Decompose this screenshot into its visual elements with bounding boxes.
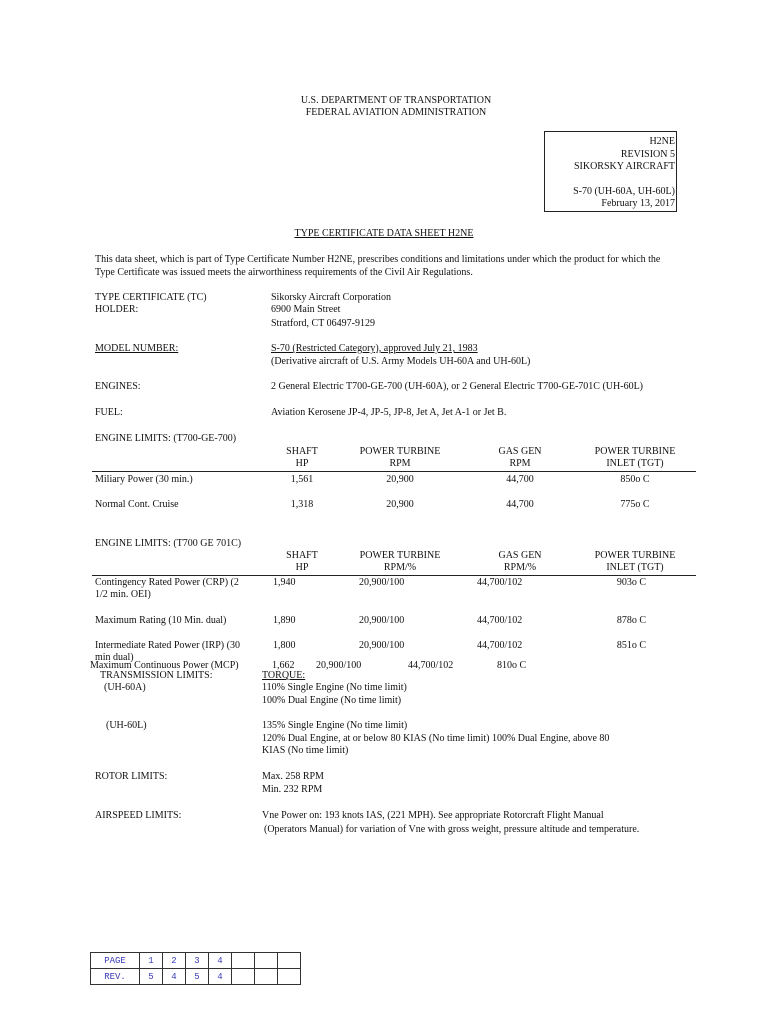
page-cell <box>232 953 255 969</box>
col-header: RPM <box>389 458 411 469</box>
engine-limits-701c-label: ENGINE LIMITS: (T700 GE 701C) <box>95 538 242 549</box>
rotor-max: Max. 258 RPM <box>262 771 324 782</box>
rotor-label: ROTOR LIMITS: <box>95 771 168 782</box>
table-cell: 20,900/100 <box>359 577 405 588</box>
col-header: SHAFT <box>286 446 318 457</box>
page-label: PAGE <box>91 953 140 969</box>
rotor-min: Min. 232 RPM <box>262 784 323 795</box>
col-header: POWER TURBINE <box>594 550 676 561</box>
table-cell: 851o C <box>616 640 646 651</box>
id-revision: REVISION 5 <box>620 148 675 160</box>
model-label: MODEL NUMBER: <box>95 343 179 354</box>
id-date: February 13, 2017 <box>601 198 675 209</box>
page-cell <box>255 953 278 969</box>
table-cell: 1,890 <box>273 615 296 626</box>
col-header: POWER TURBINE <box>359 550 441 561</box>
table-cell: 20,900 <box>386 474 414 485</box>
table-cell: 903o C <box>616 577 646 588</box>
uh60l-line-2: 120% Dual Engine, at or below 80 KIAS (No time limit) 100% Dual Engine, above 80 <box>262 733 610 744</box>
rev-cell <box>232 969 255 985</box>
uh60a-line-1: 110% Single Engine (No time limit) <box>262 682 407 693</box>
table-cell: 44,700/102 <box>477 577 523 588</box>
tc-holder-name: Sikorsky Aircraft Corporation <box>271 292 391 303</box>
table-cell: 20,900/100 <box>359 640 405 651</box>
intro-paragraph: This data sheet, which is part of Type Certificate Number H2NE, prescribes conditions and limitations under which the product for which the Type Certificate was issued meets the airworthiness requirements of the Civil Air Regulations. <box>95 254 661 278</box>
uh60a-line-2: 100% Dual Engine (No time limit) <box>262 695 402 706</box>
uh60l-line-3: KIAS (No time limit) <box>262 745 349 756</box>
transmission-label: TRANSMISSION LIMITS: <box>100 670 213 681</box>
id-maker: SIKORSKY AIRCRAFT <box>573 161 675 172</box>
rev-cell: 5 <box>140 969 163 985</box>
page-title: TYPE CERTIFICATE DATA SHEET H2NE <box>294 228 474 239</box>
table-cell: 44,700/102 <box>477 615 523 626</box>
rev-cell: 4 <box>163 969 186 985</box>
tc-holder-street: 6900 Main Street <box>271 304 341 315</box>
table-cell: 878o C <box>616 615 646 626</box>
revision-table <box>90 952 301 985</box>
tc-holder-label-2: HOLDER: <box>95 304 139 315</box>
id-model: S-70 (UH-60A, UH-60L) <box>573 185 675 197</box>
col-header: RPM/% <box>503 562 537 573</box>
table-divider <box>92 471 696 472</box>
engines-label: ENGINES: <box>95 381 141 392</box>
col-header: POWER TURBINE <box>594 446 676 457</box>
col-header: GAS GEN <box>498 550 542 561</box>
fuel-label: FUEL: <box>95 407 123 418</box>
rev-cell: 4 <box>209 969 232 985</box>
id-box <box>544 131 677 212</box>
table-cell: 775o C <box>620 499 650 510</box>
airspeed-line-1: Vne Power on: 193 knots IAS, (221 MPH). See appropriate Rotorcraft Flight Manual <box>262 810 604 821</box>
rev-cell <box>278 969 301 985</box>
table-row-label: Maximum Rating (10 Min. dual) <box>95 615 227 626</box>
rev-label: REV. <box>91 969 140 985</box>
col-header: HP <box>295 562 309 573</box>
col-header: INLET (TGT) <box>606 562 664 573</box>
torque-label: TORQUE: <box>262 670 306 681</box>
table-row-label-cont: min dual) <box>95 652 134 663</box>
rev-cell: 5 <box>186 969 209 985</box>
page-cell: 4 <box>209 953 232 969</box>
uh60l-line-1: 135% Single Engine (No time limit) <box>262 720 408 731</box>
tc-holder-label: TYPE CERTIFICATE (TC) <box>95 292 207 303</box>
uh60a-label: (UH-60A) <box>104 682 146 693</box>
table-row-label: Contingency Rated Power (CRP) (2 <box>95 577 239 588</box>
engines-value: 2 General Electric T700-GE-700 (UH-60A), or 2 General Electric T700-GE-701C (UH-60L) <box>271 381 644 392</box>
table-row-label: Normal Cont. Cruise <box>95 499 179 510</box>
table-cell: 44,700 <box>506 474 534 485</box>
page-row <box>91 953 301 969</box>
engine-limits-700-label: ENGINE LIMITS: (T700-GE-700) <box>95 433 237 444</box>
agency-heading: FEDERAL AVIATION ADMINISTRATION <box>305 107 487 118</box>
table-row-label: Maximum Continuous Power (MCP) <box>90 660 239 671</box>
rev-row <box>91 969 301 985</box>
col-header: HP <box>295 458 309 469</box>
col-header: GAS GEN <box>498 446 542 457</box>
table-cell: 1,662 <box>272 660 295 671</box>
airspeed-label: AIRSPEED LIMITS: <box>95 810 182 821</box>
table-row-label-cont: 1/2 min. OEI) <box>95 589 151 600</box>
table-row-label: Miliary Power (30 min.) <box>95 474 193 485</box>
table-cell: 20,900/100 <box>316 660 362 671</box>
col-header: POWER TURBINE <box>359 446 441 457</box>
col-header: RPM <box>509 458 531 469</box>
table-cell: 810o C <box>497 660 527 671</box>
fuel-value: Aviation Kerosene JP-4, JP-5, JP-8, Jet A, Jet A-1 or Jet B. <box>271 407 507 418</box>
model-line-1: S-70 (Restricted Category), approved July 21, 1983 <box>271 343 478 354</box>
table-divider <box>92 575 696 576</box>
table-cell: 850o C <box>620 474 650 485</box>
table-cell: 1,561 <box>290 474 314 485</box>
table-cell: 1,940 <box>273 577 296 588</box>
table-cell: 1,318 <box>290 499 314 510</box>
table-row-label: Intermediate Rated Power (IRP) (30 <box>95 640 240 651</box>
page-cell: 3 <box>186 953 209 969</box>
tc-holder-city: Stratford, CT 06497-9129 <box>271 318 375 329</box>
table-cell: 44,700/102 <box>408 660 454 671</box>
rev-cell <box>255 969 278 985</box>
id-number: H2NE <box>649 136 675 147</box>
model-line-2: (Derivative aircraft of U.S. Army Models UH-60A and UH-60L) <box>271 356 531 367</box>
col-header: RPM/% <box>383 562 417 573</box>
col-header: SHAFT <box>286 550 318 561</box>
dept-heading: U.S. DEPARTMENT OF TRANSPORTATION <box>300 95 492 106</box>
col-header: INLET (TGT) <box>606 458 664 469</box>
table-cell: 20,900/100 <box>359 615 405 626</box>
page-cell <box>278 953 301 969</box>
page-cell: 1 <box>140 953 163 969</box>
table-cell: 44,700 <box>506 499 534 510</box>
page-cell: 2 <box>163 953 186 969</box>
airspeed-line-2: (Operators Manual) for variation of Vne with gross weight, pressure altitude and temperature. <box>264 824 640 835</box>
table-cell: 20,900 <box>386 499 414 510</box>
uh60l-label: (UH-60L) <box>106 720 147 731</box>
table-cell: 44,700/102 <box>477 640 523 651</box>
table-cell: 1,800 <box>273 640 296 651</box>
